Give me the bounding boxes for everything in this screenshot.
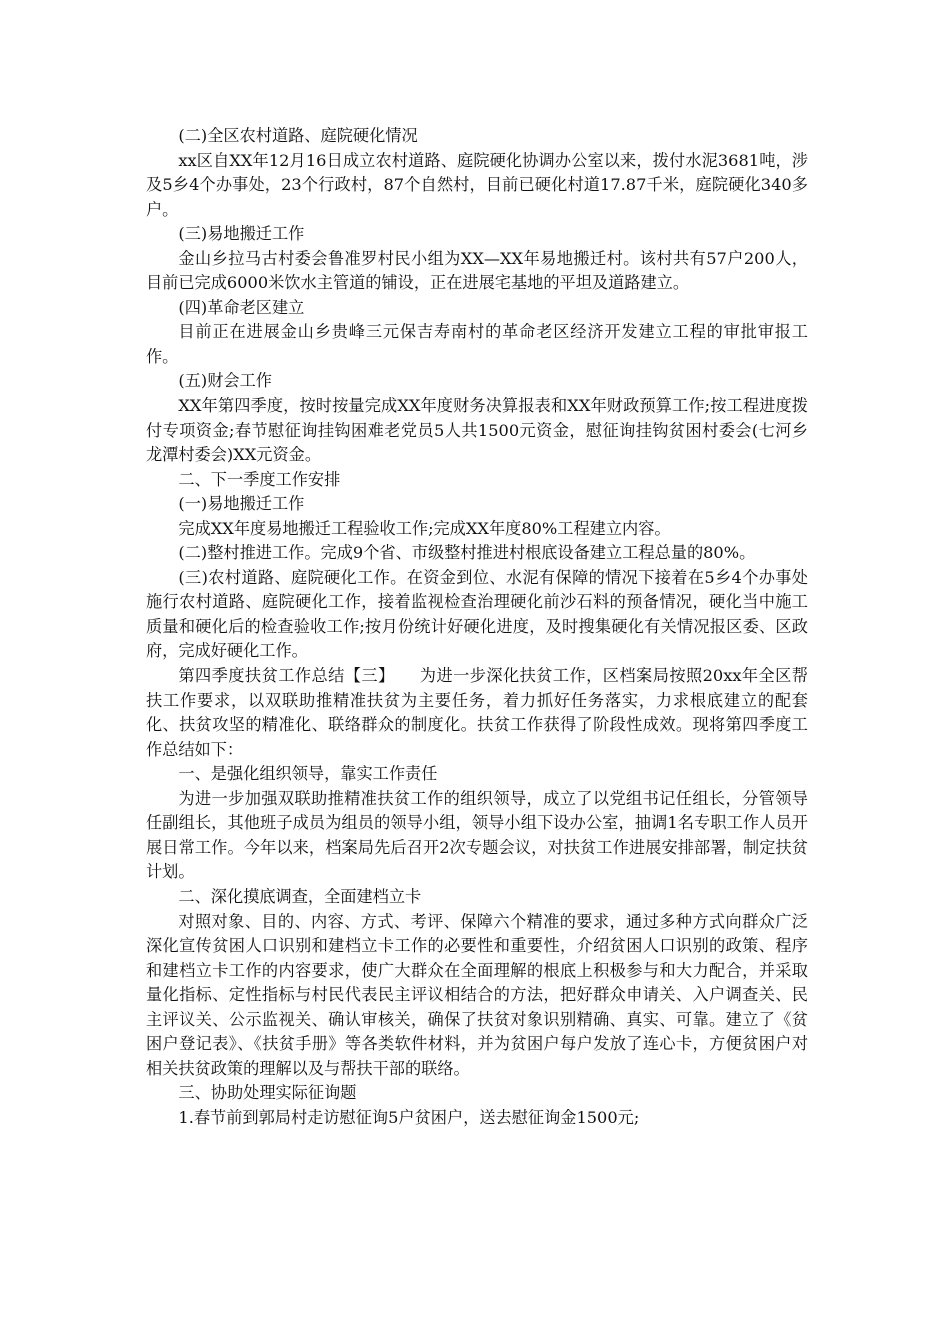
body-paragraph: (二)整村推进工作。完成9个省、市级整村推进村根底设备建立工程总量的80%。 bbox=[178, 543, 756, 563]
body-paragraph: XX年第四季度，按时按量完成XX年度财务决算报表和XX年财政预算工作;按工程进度拨付专项资金;春节慰征询挂钩困难老党员5人共1500元资金，慰征询挂钩贫困村委会(七河乡龙潭村委会)XX元资金。 bbox=[146, 396, 808, 465]
body-paragraph: 第四季度扶贫工作总结【三】 为进一步深化扶贫工作，区档案局按照20xx年全区帮扶工作要求，以双联助推精准扶贫为主要任务，着力抓好任务落实，力求根底建立的配套化、扶贫攻坚的精准化、联络群众的制度化。扶贫工作获得了阶段性成效。现将第四季度工作总结如下： bbox=[146, 666, 808, 759]
body-paragraph: (三)农村道路、庭院硬化工作。在资金到位、水泥有保障的情况下接着在5乡4个办事处施行农村道路、庭院硬化工作，接着监视检查治理硬化前沙石料的预备情况，硬化当中施工质量和硬化后的检查验收工作;按月份统计好硬化进度，及时搜集硬化有关情况报区委、区政府，完成好硬化工作。 bbox=[146, 567, 808, 661]
section-heading: (二)全区农村道路、庭院硬化情况 bbox=[178, 126, 418, 145]
section-heading: 三、协助处理实际征询题 bbox=[178, 1083, 357, 1103]
section-heading: 二、深化摸底调查，全面建档立卡 bbox=[178, 886, 422, 906]
body-paragraph: 目前正在进展金山乡贵峰三元保吉寿南村的革命老区经济开发建立工程的审批审报工作。 bbox=[146, 322, 808, 366]
body-paragraph: 1.春节前到郭局村走访慰征询5户贫困户，送去慰征询金1500元; bbox=[178, 1107, 640, 1127]
body-paragraph: xx区自XX年12月16日成立农村道路、庭院硬化协调办公室以来，拨付水泥3681吨，涉及5乡4个办事处，23个行政村，87个自然村，目前已硬化村道17.87千米，庭院硬化340多户。 bbox=[146, 150, 808, 219]
body-paragraph: 对照对象、目的、内容、方式、考评、保障六个精准的要求，通过多种方式向群众广泛深化宣传贫困人口识别和建档立卡工作的必要性和重要性，介绍贫困人口识别的政策、程序和建档立卡工作的内容要求，使广大群众在全面理解的根底上积极参与和大力配合，并采取量化指标、定性指标与村民代表民主评议相结合的方法，把好群众申请关、入户调查关、民主评议关、公示监视关、确认审核关，确保了扶贫对象识别精确、真实、可靠。建立了《贫困户登记表》、《扶贫手册》等各类软件材料，并为贫困户每户发放了连心卡，方便贫困户对相关扶贫政策的理解以及与帮扶干部的联络。 bbox=[146, 911, 808, 1078]
body-paragraph: 为进一步加强双联助推精准扶贫工作的组织领导，成立了以党组书记任组长，分管领导任副组长，其他班子成员为组员的领导小组，领导小组下设办公室，抽调1名专职工作人员开展日常工作。今年以来，档案局先后召开2次专题会议，对扶贫工作进展安排部署，制定扶贫计划。 bbox=[146, 788, 808, 882]
section-heading: (四)革命老区建立 bbox=[178, 297, 305, 317]
section-heading: (五)财会工作 bbox=[178, 371, 272, 391]
section-heading: 二、下一季度工作安排 bbox=[178, 469, 341, 489]
section-heading: (三)易地搬迁工作 bbox=[178, 224, 305, 244]
section-heading: 一、是强化组织领导，靠实工作责任 bbox=[178, 764, 438, 784]
body-paragraph: 完成XX年度易地搬迁工程验收工作;完成XX年度80%工程建立内容。 bbox=[178, 518, 671, 538]
document-page bbox=[146, 124, 808, 1130]
body-paragraph: 金山乡拉马古村委会鲁准罗村民小组为XX—XX年易地搬迁村。该村共有57户200人，目前已完成6000米饮水主管道的铺设，正在进展宅基地的平坦及道路建立。 bbox=[146, 248, 808, 293]
section-heading: (一)易地搬迁工作 bbox=[178, 494, 305, 514]
